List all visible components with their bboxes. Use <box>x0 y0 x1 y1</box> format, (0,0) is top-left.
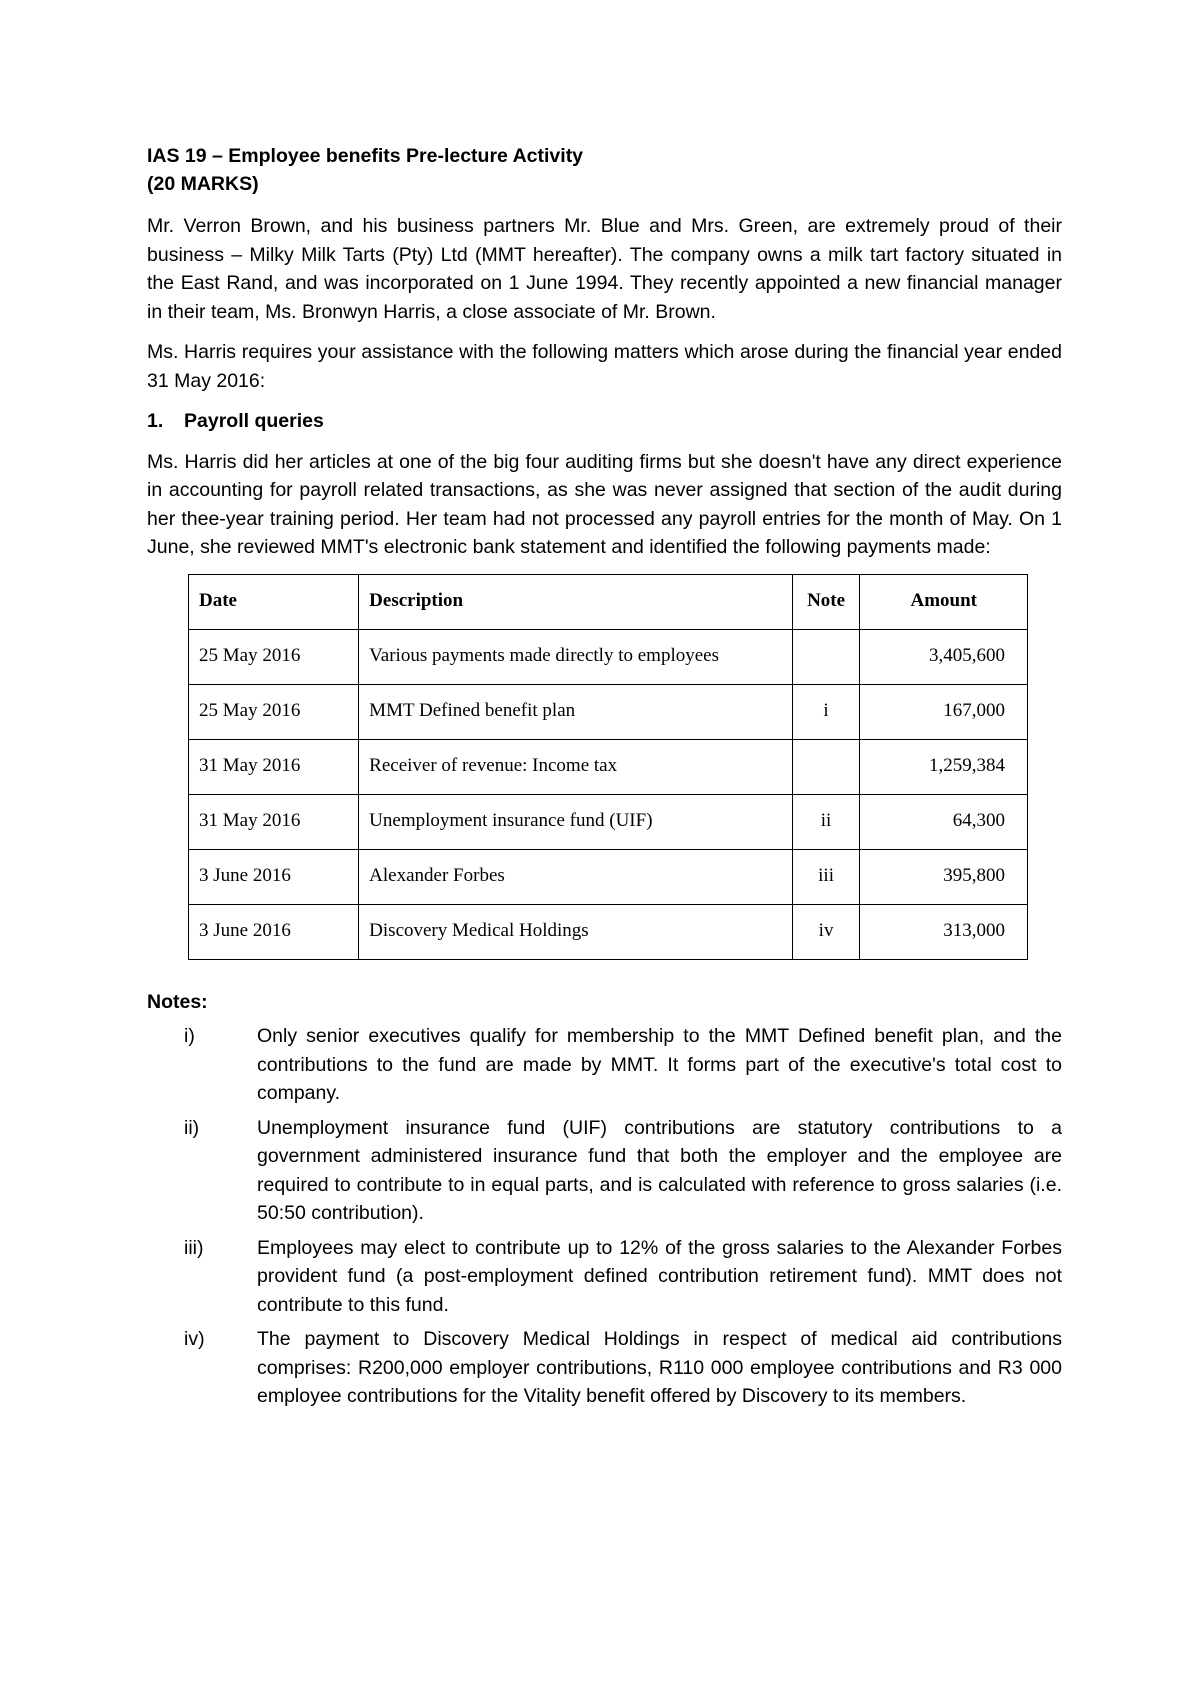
note-label: ii) <box>184 1116 200 1139</box>
cell-date: 31 May 2016 <box>189 794 359 849</box>
intro-paragraph-1: Mr. Verron Brown, and his business partners Mr. Blue and Mrs. Green, are extremely proud of their business – Milky Milk Tarts (Pty) Ltd (MMT hereafter). The company owns a milk tart factory situated in the East Rand, and was incorporated on 1 June 1994. They recently appointed a new financial manager in their team, Ms. Bronwyn Harris, a close associate of Mr. Brown. <box>147 215 1062 323</box>
note-text: Only senior executives qualify for membership to the MMT Defined benefit plan, and the contributions to the fund are made by MMT. It forms part of the executive's total cost to company. <box>257 1025 1062 1104</box>
section-number: 1. <box>147 410 164 432</box>
cell-description: Alexander Forbes <box>359 849 793 904</box>
section-title: Payroll queries <box>184 410 324 432</box>
cell-date: 25 May 2016 <box>189 684 359 739</box>
document-page <box>147 142 1062 1411</box>
payments-table <box>188 574 1028 960</box>
cell-date: 3 June 2016 <box>189 904 359 959</box>
table-row <box>189 629 1028 684</box>
cell-description: Various payments made directly to employees <box>359 629 793 684</box>
table-row <box>189 849 1028 904</box>
cell-note <box>792 739 860 794</box>
cell-date: 3 June 2016 <box>189 849 359 904</box>
notes-heading: Notes: <box>147 990 208 1013</box>
header-note: Note <box>792 574 860 629</box>
cell-note: ii <box>792 794 860 849</box>
note-label: iv) <box>184 1328 205 1350</box>
cell-amount: 167,000 <box>860 684 1028 739</box>
cell-amount: 1,259,384 <box>860 739 1028 794</box>
note-item <box>147 1022 1062 1108</box>
cell-note: i <box>792 684 860 739</box>
note-item <box>147 1325 1062 1411</box>
note-item <box>147 1234 1062 1320</box>
cell-description: MMT Defined benefit plan <box>359 684 793 739</box>
note-text: Unemployment insurance fund (UIF) contributions are statutory contributions to a government administered insurance fund that both the employer and the employee are required to contribute to in equal parts, and is calculated with reference to gross salaries (i.e. 50:50 contribution). <box>257 1116 1062 1224</box>
note-text: Employees may elect to contribute up to 12% of the gross salaries to the Alexander Forbes provident fund (a post-employment defined contribution retirement fund). MMT does not contribute to this fund. <box>257 1236 1062 1316</box>
header-amount: Amount <box>860 574 1028 629</box>
cell-note: iii <box>792 849 860 904</box>
cell-amount: 64,300 <box>860 794 1028 849</box>
section-body: Ms. Harris did her articles at one of the big four auditing firms but she doesn't have any direct experience in accounting for payroll related transactions, as she was never assigned that section of the audit during her thee-year training period. Her team had not processed any payroll entries for the month of May. On 1 June, she reviewed MMT's electronic bank statement and identified the following payments made: <box>147 450 1062 558</box>
cell-amount: 3,405,600 <box>860 629 1028 684</box>
cell-description: Unemployment insurance fund (UIF) <box>359 794 793 849</box>
header-date: Date <box>189 574 359 629</box>
section-heading-payroll <box>147 407 1062 436</box>
payments-table-wrapper <box>188 574 1028 960</box>
note-text: The payment to Discovery Medical Holdings in respect of medical aid contributions comprises: R200,000 employer contributions, R110 000 employee contributions and R3 000 employee contributions for the Vitality benefit offered by Discovery to its members. <box>257 1328 1062 1407</box>
cell-date: 31 May 2016 <box>189 739 359 794</box>
cell-note <box>792 629 860 684</box>
intro-paragraph-2: Ms. Harris requires your assistance with the following matters which arose during the financial year ended 31 May 2016: <box>147 341 1062 392</box>
table-row <box>189 684 1028 739</box>
note-label: i) <box>184 1025 195 1047</box>
table-row <box>189 739 1028 794</box>
cell-description: Discovery Medical Holdings <box>359 904 793 959</box>
cell-note: iv <box>792 904 860 959</box>
table-row <box>189 794 1028 849</box>
note-item <box>147 1114 1062 1228</box>
header-description: Description <box>359 574 793 629</box>
cell-date: 25 May 2016 <box>189 629 359 684</box>
cell-amount: 313,000 <box>860 904 1028 959</box>
document-marks: (20 MARKS) <box>147 173 259 195</box>
note-label: iii) <box>184 1236 204 1259</box>
table-header-row <box>189 574 1028 629</box>
table-row <box>189 904 1028 959</box>
cell-description: Receiver of revenue: Income tax <box>359 739 793 794</box>
cell-amount: 395,800 <box>860 849 1028 904</box>
document-title: IAS 19 – Employee benefits Pre-lecture Activity <box>147 145 584 167</box>
